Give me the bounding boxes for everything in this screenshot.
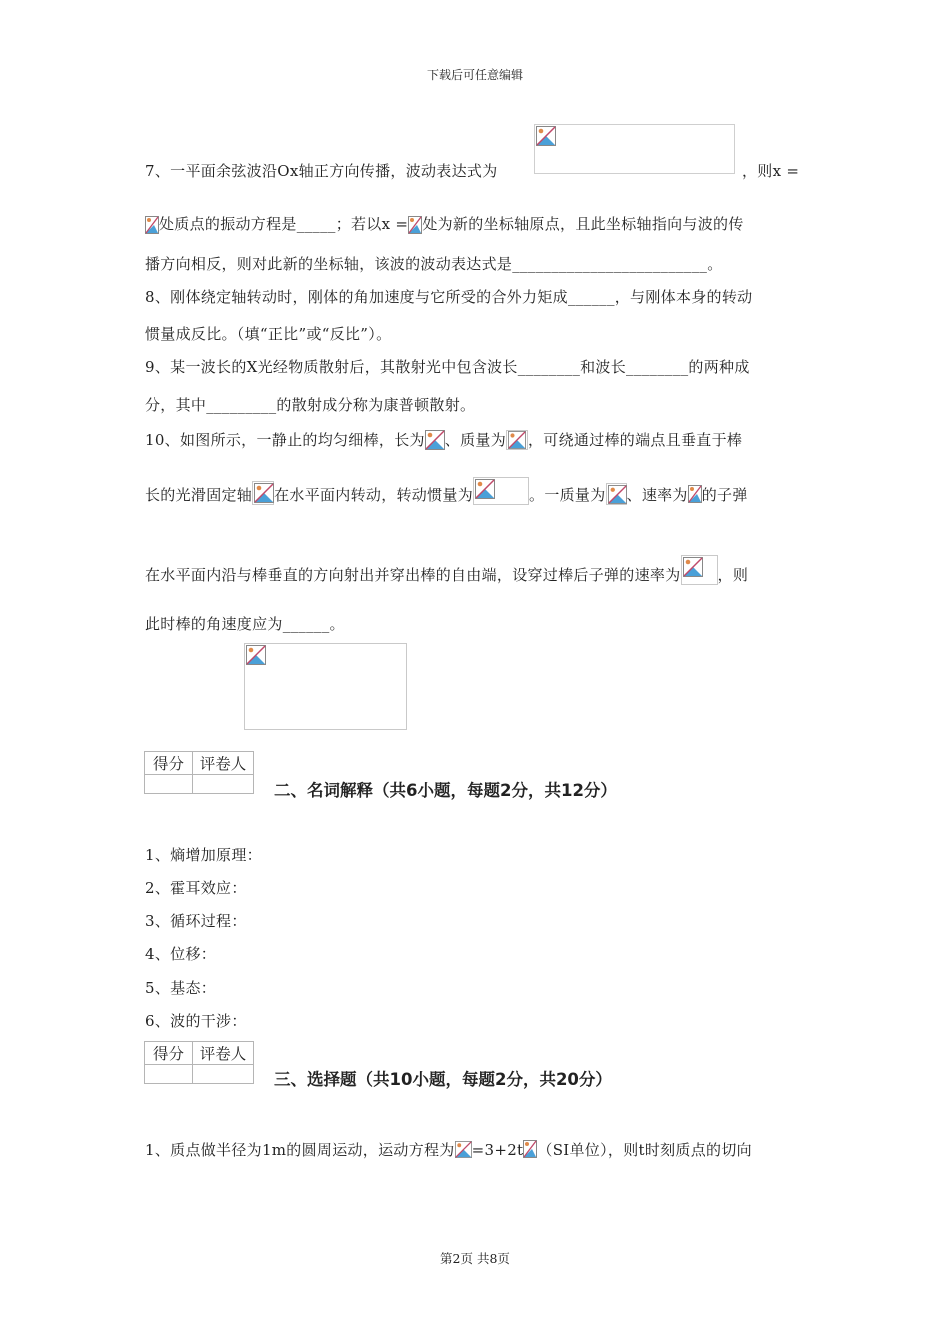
score-cell xyxy=(145,1065,193,1084)
score-label: 得分 xyxy=(145,1042,193,1065)
broken-image-icon xyxy=(246,645,266,665)
page-header: 下载后可任意编辑 xyxy=(426,68,523,82)
grader-label: 评卷人 xyxy=(193,1042,254,1065)
broken-image-icon xyxy=(683,557,703,577)
list-item: 1、熵增加原理： xyxy=(145,846,262,864)
formula-image xyxy=(506,430,528,450)
q7-line1b: ，则x = xyxy=(742,162,800,180)
formula-image xyxy=(523,1140,537,1160)
broken-image-icon xyxy=(507,431,527,449)
q10-line1a: 10、如图所示，一静止的均匀细棒，长为 xyxy=(145,431,425,449)
broken-image-icon xyxy=(523,1140,537,1158)
page-footer: 第2页 共8页 xyxy=(440,1251,510,1266)
formula-image xyxy=(688,485,702,505)
formula-image xyxy=(145,216,159,234)
q7-line2a: 处质点的振动方程是_____；若以x = xyxy=(159,215,409,233)
q10-line4: 此时棒的角速度应为______。 xyxy=(145,615,345,633)
broken-image-icon xyxy=(408,216,422,234)
formula-image xyxy=(534,124,735,174)
figure-image xyxy=(244,643,407,730)
formula-image xyxy=(425,430,445,450)
broken-image-icon xyxy=(475,479,495,499)
q10-line2e: 的子弹 xyxy=(701,486,748,504)
q10-line2a: 长的光滑固定轴 xyxy=(145,486,253,504)
broken-image-icon xyxy=(688,485,702,503)
s3-q1a: 1、质点做半径为1m的圆周运动，运动方程为 xyxy=(145,1141,455,1159)
q9-line1: 9、某一波长的X光经物质散射后，其散射光中包含波长________和波长________的两种成 xyxy=(145,358,750,376)
formula-image xyxy=(606,483,627,505)
q8-line1: 8、刚体绕定轴转动时，刚体的角加速度与它所受的合外力矩成______，与刚体本身的转动 xyxy=(145,288,753,306)
broken-image-icon xyxy=(455,1140,472,1159)
broken-image-icon xyxy=(608,485,627,504)
broken-image-icon xyxy=(536,126,556,146)
q10-line3b: ，则 xyxy=(717,566,749,584)
list-item: 5、基态： xyxy=(145,979,217,997)
score-label: 得分 xyxy=(145,752,193,775)
list-item: 4、位移： xyxy=(145,945,217,963)
list-item: 2、霍耳效应： xyxy=(145,879,247,897)
broken-image-icon xyxy=(425,430,445,450)
broken-image-icon xyxy=(254,483,274,503)
s3-q1c: （SI单位），则t时刻质点的切向 xyxy=(537,1141,752,1159)
q7-line3: 播方向相反，则对此新的坐标轴，该波的波动表达式是_________________________。 xyxy=(145,255,723,273)
s3-q1b: =3+2t xyxy=(471,1141,524,1159)
q7-line2b: 处为新的坐标轴原点，且此坐标轴指向与波的传 xyxy=(422,215,744,233)
q10-line1b: 、质量为 xyxy=(444,431,506,449)
section3-title: 三、选择题（共10小题，每题2分，共20分） xyxy=(274,1070,612,1089)
q7-line1a: 7、一平面余弦波沿Ox轴正方向传播，波动表达式为 xyxy=(145,162,498,180)
q10-line1 xyxy=(145,429,742,450)
q9-line2: 分，其中_________的散射成分称为康普顿散射。 xyxy=(145,396,476,414)
broken-image-icon xyxy=(145,216,159,234)
q10-line2b: 在水平面内转动，转动惯量为 xyxy=(274,486,474,504)
q8-line2: 惯量成反比。（填“正比”或“反比”）。 xyxy=(145,325,392,343)
formula-image xyxy=(252,481,274,505)
grader-cell xyxy=(193,1065,254,1084)
q10-line2 xyxy=(145,477,748,505)
q10-line1c: ，可绕通过棒的端点且垂直于棒 xyxy=(528,431,743,449)
formula-image xyxy=(681,555,718,585)
q10-line2c: 。一质量为 xyxy=(529,486,606,504)
formula-image xyxy=(408,216,422,234)
q10-line2d: 、速率为 xyxy=(626,486,688,504)
score-table xyxy=(144,1041,254,1084)
grader-cell xyxy=(193,775,254,794)
list-item: 6、波的干涉： xyxy=(145,1012,247,1030)
score-cell xyxy=(145,775,193,794)
score-table xyxy=(144,751,254,794)
q10-line3a: 在水平面内沿与棒垂直的方向射出并穿出棒的自由端，设穿过棒后子弹的速率为 xyxy=(145,566,681,584)
grader-label: 评卷人 xyxy=(193,752,254,775)
formula-image xyxy=(455,1140,472,1160)
q7-line2 xyxy=(145,213,744,234)
list-item: 3、循环过程： xyxy=(145,912,247,930)
s3-q1-line1 xyxy=(145,1139,752,1160)
q10-line3 xyxy=(145,555,748,585)
formula-image xyxy=(473,477,529,505)
section2-title: 二、名词解释（共6小题，每题2分，共12分） xyxy=(274,781,617,800)
